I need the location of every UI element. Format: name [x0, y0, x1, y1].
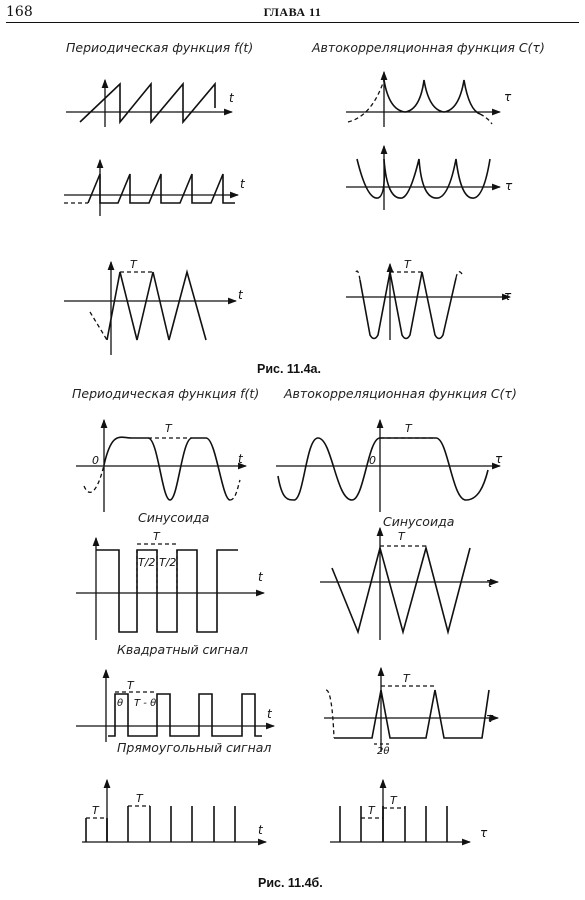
autocorr-arc-left-dashed	[348, 80, 384, 122]
sinusoid-autocorr-wave	[278, 438, 488, 500]
sawtooth-autocorr-plot	[346, 72, 500, 127]
rect-autocorr-wave	[334, 690, 489, 738]
tau-label-7: τ	[480, 826, 488, 840]
fig-b-right-title: Автокорреляционная функция C(τ)	[284, 386, 517, 401]
theta-label: θ	[117, 698, 124, 709]
rect-wave	[108, 694, 262, 736]
rect-signal-label: Прямоугольный сигнал	[117, 740, 272, 755]
fig-a-caption: Рис. 11.4а.	[257, 362, 321, 376]
t-label-4: t	[238, 452, 243, 466]
sinusoid-wave	[104, 437, 230, 500]
u-curves	[357, 159, 490, 198]
fig-a-left-title: Периодическая функция f(t)	[66, 40, 254, 55]
period-label-b3-right: T	[403, 672, 410, 685]
dash-right	[456, 272, 462, 278]
tau-label-2: τ	[505, 179, 513, 193]
sinusoid-right-label: Синусоида	[383, 514, 455, 529]
fig-b-left-title: Периодическая функция f(t)	[72, 386, 260, 401]
dash-left	[356, 271, 360, 280]
triangle-dashed	[90, 312, 107, 340]
period-label-b4-right-1: T	[368, 804, 375, 817]
autocorr-arcs	[384, 80, 480, 114]
impulse-plot	[82, 780, 266, 842]
period-label-b4-right-2: T	[390, 794, 397, 807]
sinusoid-plot	[76, 420, 246, 512]
page-number: 168	[6, 4, 33, 20]
sawtooth-plot	[66, 80, 232, 127]
square-autocorr-plot	[320, 528, 498, 640]
impulse-autocorr-plot	[330, 780, 470, 842]
triangle-plot	[64, 262, 236, 355]
ramp-pulse-plot	[64, 160, 238, 216]
chapter-title: ГЛАВА 11	[263, 5, 322, 19]
zero-label-left: 0	[92, 454, 99, 467]
rect-autocorr-plot	[324, 668, 498, 752]
t-label-1: t	[229, 91, 234, 105]
two-theta-label: 2θ	[377, 746, 390, 757]
period-label-a-right: T	[404, 258, 411, 271]
fig-b-caption: Рис. 11.4б.	[258, 876, 323, 890]
sinusoid-autocorr-plot	[276, 420, 500, 512]
t-label-7: t	[258, 823, 263, 837]
fig-a-right-title: Автокорреляционная функция C(τ)	[312, 40, 545, 55]
triangle-wave	[107, 272, 206, 340]
rect-plot	[76, 670, 274, 742]
ramp-autocorr-plot	[346, 146, 500, 210]
t-label-3: t	[238, 288, 243, 302]
tau-label-1: τ	[504, 90, 512, 104]
sinusoid-left-label: Синусоида	[138, 510, 210, 525]
tau-label-6: τ	[486, 711, 494, 725]
sawtooth-wave	[80, 84, 215, 122]
square-signal-label: Квадратный сигнал	[117, 642, 248, 657]
autocorr-arc-right-dashed	[480, 114, 492, 124]
triangle-autocorr	[332, 548, 470, 632]
sinusoid-dashed-right	[230, 480, 240, 500]
t-minus-theta-label: T - θ	[134, 698, 157, 709]
period-label-b4-left-2: T	[136, 792, 143, 805]
period-label-b3-left: T	[127, 679, 134, 692]
t-label-6: t	[267, 707, 272, 721]
square-plot	[76, 538, 264, 640]
dash-left	[326, 690, 334, 738]
period-label-b1-left: T	[165, 422, 172, 435]
triangle-autocorr-plot	[346, 264, 510, 340]
period-label-b2-right: T	[398, 530, 405, 543]
period-label-b1-right: T	[405, 422, 412, 435]
tau-label-4: τ	[495, 452, 503, 466]
sinusoid-dashed-left	[84, 465, 104, 492]
triangle-autocorr-curve	[360, 272, 456, 339]
ramp-wave	[88, 174, 235, 203]
t-label-2: t	[240, 177, 245, 191]
t-label-5: t	[258, 570, 263, 584]
tau-label-5: τ	[486, 576, 494, 590]
half-period-label-1: T/2	[138, 556, 156, 569]
tau-label-3: τ	[504, 289, 512, 303]
zero-label-right: 0	[369, 454, 376, 467]
period-label-b2-left: T	[153, 530, 160, 543]
half-period-label-2: T/2	[159, 556, 177, 569]
period-label-a-left: T	[130, 258, 137, 271]
period-label-b4-left-1: T	[92, 804, 99, 817]
